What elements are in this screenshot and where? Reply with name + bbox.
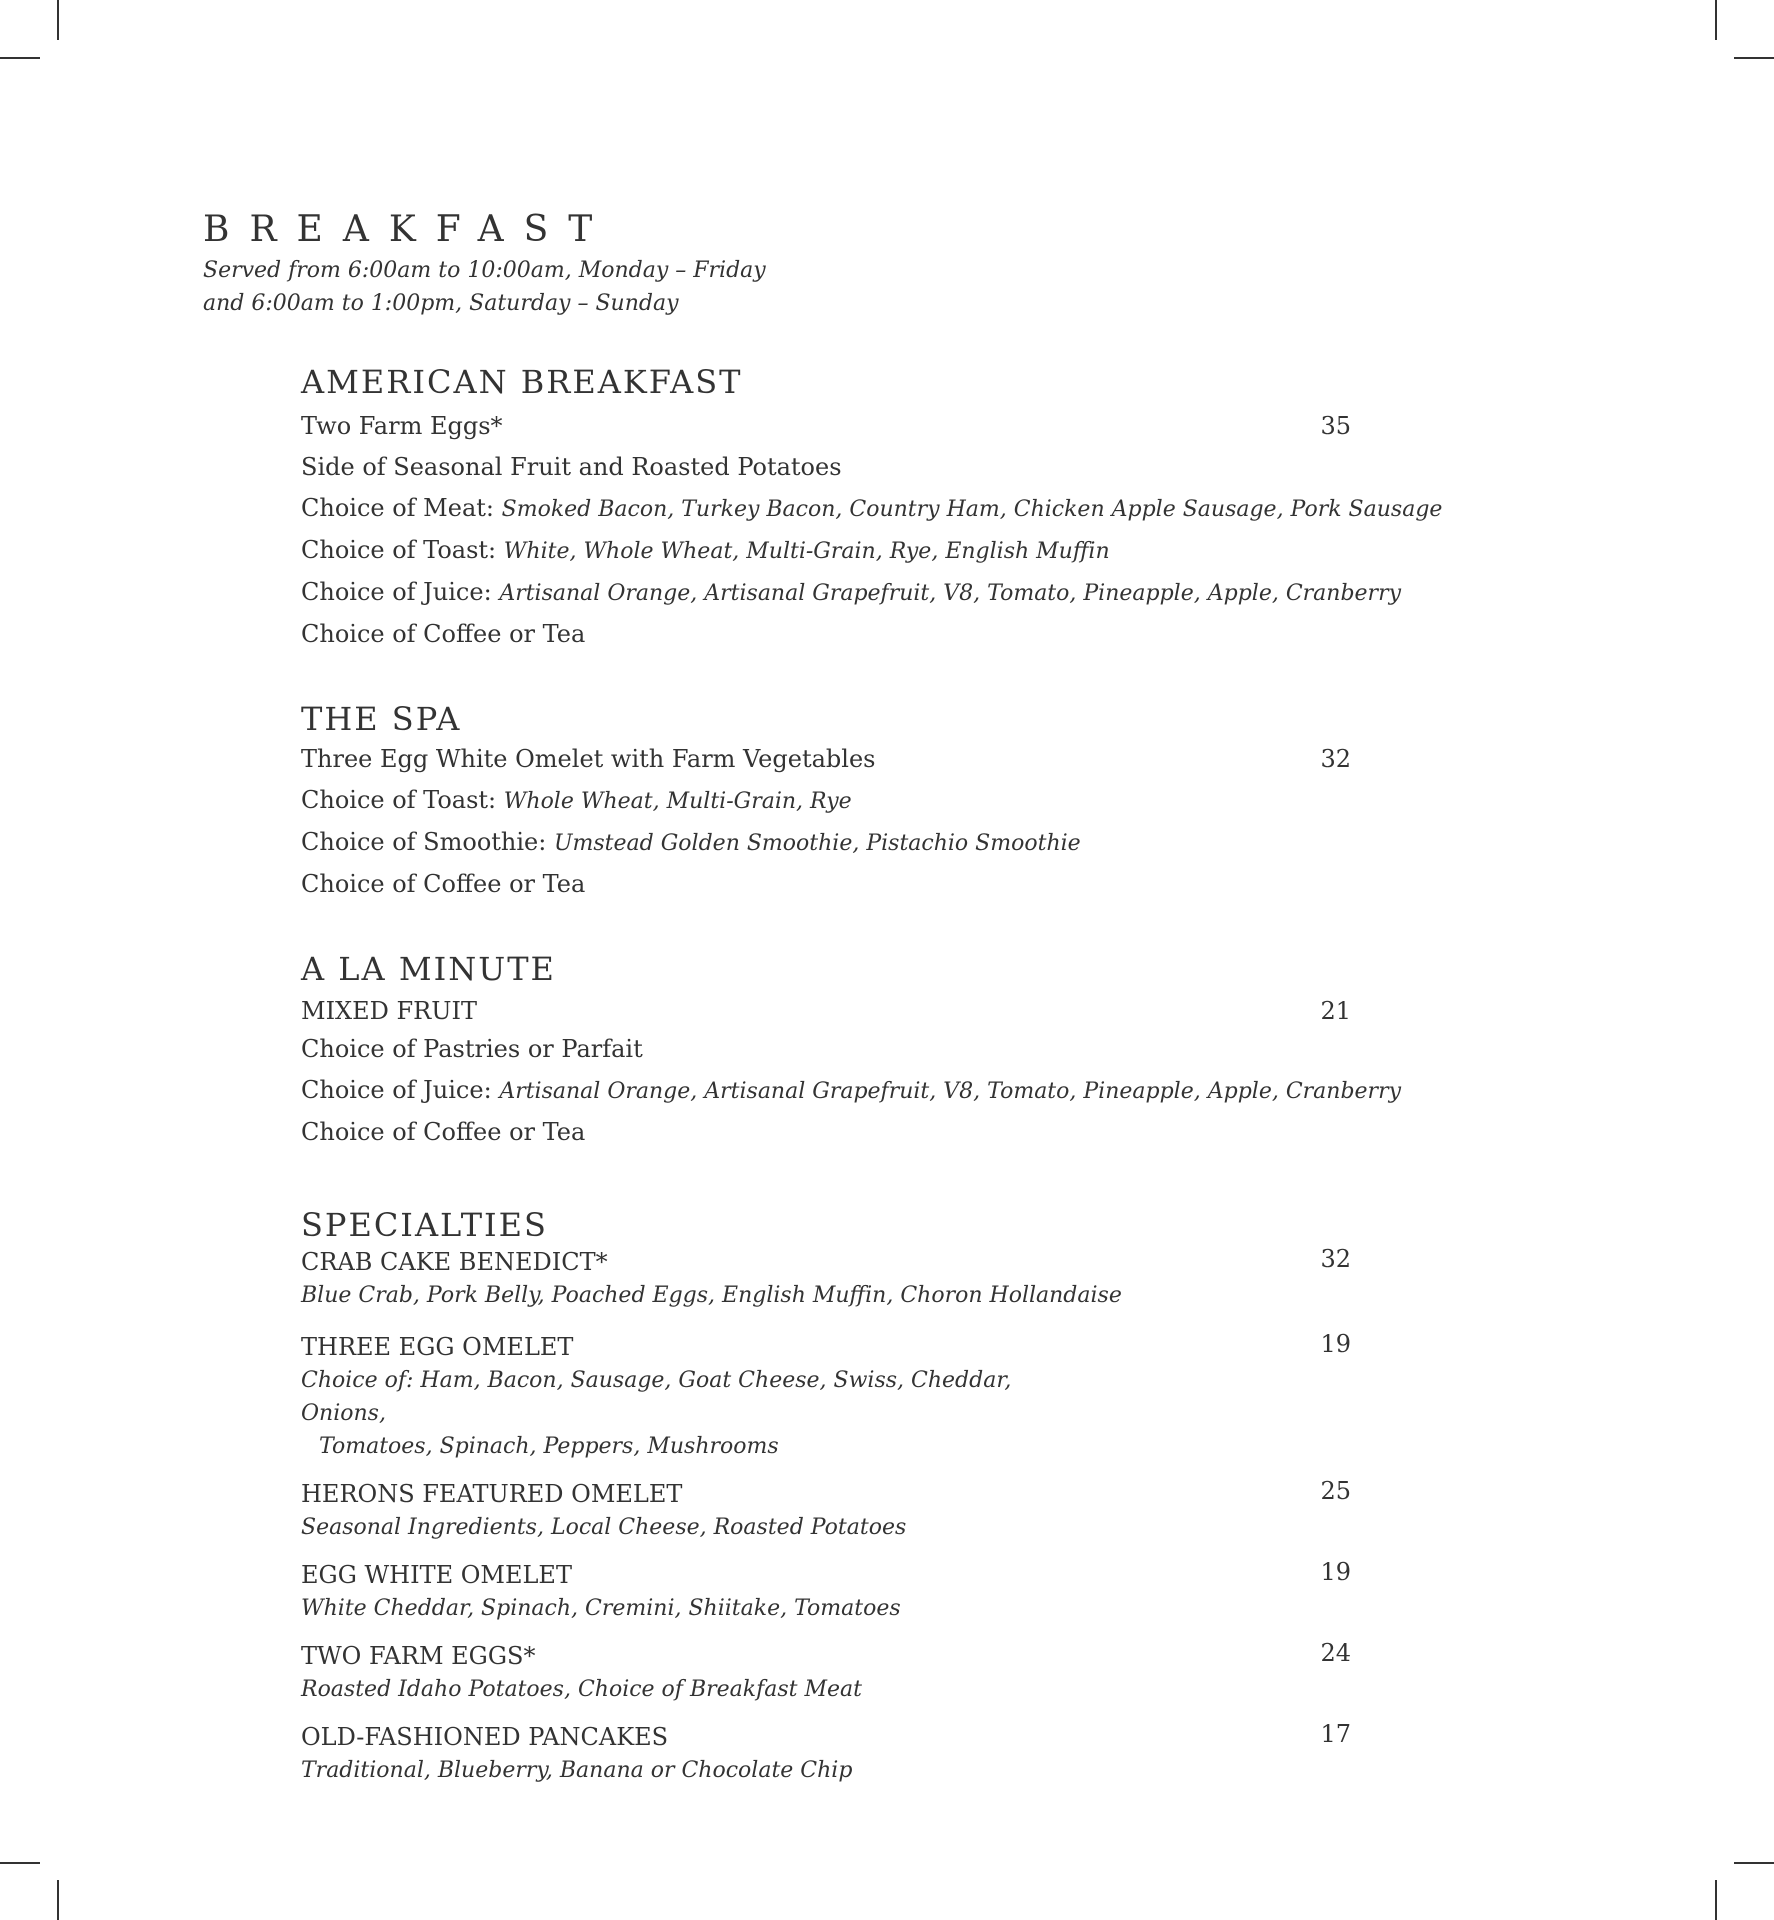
hours-line-1: Served from 6:00am to 10:00am, Monday – Friday bbox=[203, 258, 766, 283]
choice-options: Artisanal Orange, Artisanal Grapefruit, V8, Tomato, Pineapple, Apple, Cranberry bbox=[499, 1079, 1402, 1104]
item-name: CRAB CAKE BENEDICT* bbox=[301, 1248, 608, 1276]
item-description: Roasted Idaho Potatoes, Choice of Breakfast Meat bbox=[301, 1677, 862, 1702]
choice-options: Artisanal Orange, Artisanal Grapefruit, V8, Tomato, Pineapple, Apple, Cranberry bbox=[499, 581, 1402, 606]
crop-mark-bottom-left-vertical bbox=[57, 1880, 59, 1920]
choice-options: Whole Wheat, Multi-Grain, Rye bbox=[503, 789, 852, 814]
specialty-item bbox=[301, 1558, 1351, 1625]
choice-options: Smoked Bacon, Turkey Bacon, Country Ham, Chicken Apple Sausage, Pork Sausage bbox=[501, 497, 1443, 522]
choice-label: Choice of Juice: bbox=[301, 578, 492, 606]
choice-label: Choice of Meat: bbox=[301, 494, 494, 522]
section-american-breakfast bbox=[301, 358, 1443, 655]
specialty-item bbox=[301, 1245, 1351, 1312]
line-text: Two Farm Eggs* bbox=[301, 412, 503, 440]
item-description-line-1: Choice of: Ham, Bacon, Sausage, Goat Cheese, Swiss, Cheddar, Onions, bbox=[301, 1368, 1012, 1426]
price: 19 bbox=[1320, 1558, 1351, 1586]
menu-line bbox=[301, 864, 1351, 905]
item-name: TWO FARM EGGS* bbox=[301, 1642, 536, 1670]
item-description: Traditional, Blueberry, Banana or Chocolate Chip bbox=[301, 1758, 853, 1783]
menu-line bbox=[301, 1112, 1351, 1153]
line-text: Three Egg White Omelet with Farm Vegetables bbox=[301, 745, 876, 773]
menu-line bbox=[301, 739, 1351, 780]
specialty-item bbox=[301, 1639, 1351, 1706]
line-text: Choice of Pastries or Parfait bbox=[301, 1035, 643, 1063]
menu-line bbox=[301, 406, 1351, 447]
line-text: Side of Seasonal Fruit and Roasted Potatoes bbox=[301, 453, 842, 481]
line-text: Choice of Coffee or Tea bbox=[301, 1118, 586, 1146]
menu-line bbox=[301, 780, 1351, 822]
section-title: AMERICAN BREAKFAST bbox=[301, 363, 743, 401]
price: 35 bbox=[1320, 412, 1351, 440]
menu-line bbox=[301, 447, 1351, 488]
choice-options: Umstead Golden Smoothie, Pistachio Smoothie bbox=[553, 831, 1081, 856]
price: 19 bbox=[1320, 1330, 1351, 1358]
price: 25 bbox=[1320, 1477, 1351, 1505]
item-description: White Cheddar, Spinach, Cremini, Shiitake, Tomatoes bbox=[301, 1596, 901, 1621]
choice-label: Choice of Toast: bbox=[301, 786, 497, 814]
specialty-item bbox=[301, 1477, 1351, 1544]
price: 24 bbox=[1320, 1639, 1351, 1667]
menu-line bbox=[301, 1029, 1351, 1070]
section-the-spa bbox=[301, 699, 1351, 905]
menu-line bbox=[301, 488, 1443, 530]
item-name: HERONS FEATURED OMELET bbox=[301, 1480, 683, 1508]
crop-mark-top-left-vertical bbox=[57, 0, 59, 40]
menu-header bbox=[203, 206, 766, 320]
line-text: Choice of Coffee or Tea bbox=[301, 870, 586, 898]
crop-mark-bottom-left-horizontal bbox=[0, 1862, 40, 1864]
item-description: Seasonal Ingredients, Local Cheese, Roasted Potatoes bbox=[301, 1515, 907, 1540]
item-name: THREE EGG OMELET bbox=[301, 1333, 574, 1361]
menu-content bbox=[301, 358, 1443, 1831]
section-specialties bbox=[301, 1205, 1351, 1787]
line-text: Choice of Coffee or Tea bbox=[301, 620, 586, 648]
section-title: SPECIALTIES bbox=[301, 1206, 548, 1244]
specialty-item bbox=[301, 1330, 1351, 1463]
price: 17 bbox=[1320, 1720, 1351, 1748]
crop-mark-top-left-horizontal bbox=[0, 57, 40, 59]
section-title: THE SPA bbox=[301, 700, 462, 738]
item-description-line-2: Tomatoes, Spinach, Peppers, Mushrooms bbox=[319, 1434, 779, 1459]
crop-mark-bottom-right-vertical bbox=[1715, 1880, 1717, 1920]
item-description: Blue Crab, Pork Belly, Poached Eggs, English Muffin, Choron Hollandaise bbox=[301, 1283, 1122, 1308]
menu-line bbox=[301, 572, 1402, 614]
line-text: MIXED FRUIT bbox=[301, 997, 477, 1025]
hours-line-2: and 6:00am to 1:00pm, Saturday – Sunday bbox=[203, 291, 679, 316]
menu-line bbox=[301, 530, 1351, 572]
item-name: EGG WHITE OMELET bbox=[301, 1561, 572, 1589]
price: 32 bbox=[1320, 1245, 1351, 1273]
price: 21 bbox=[1320, 997, 1351, 1025]
item-name: OLD-FASHIONED PANCAKES bbox=[301, 1723, 669, 1751]
crop-mark-bottom-right-horizontal bbox=[1734, 1862, 1774, 1864]
choice-label: Choice of Toast: bbox=[301, 536, 497, 564]
choice-label: Choice of Smoothie: bbox=[301, 828, 547, 856]
menu-line bbox=[301, 993, 1351, 1029]
menu-title: BREAKFAST bbox=[203, 209, 613, 250]
specialty-item bbox=[301, 1720, 1351, 1787]
item-description bbox=[301, 1364, 1101, 1463]
menu-line bbox=[301, 1070, 1402, 1112]
price: 32 bbox=[1320, 745, 1351, 773]
crop-mark-top-right-vertical bbox=[1715, 0, 1717, 40]
crop-mark-top-right-horizontal bbox=[1734, 57, 1774, 59]
menu-line bbox=[301, 822, 1351, 864]
menu-line bbox=[301, 614, 1351, 655]
section-title: A LA MINUTE bbox=[301, 950, 556, 988]
section-a-la-minute bbox=[301, 945, 1402, 1153]
choice-label: Choice of Juice: bbox=[301, 1076, 492, 1104]
choice-options: White, Whole Wheat, Multi-Grain, Rye, English Muffin bbox=[503, 539, 1110, 564]
